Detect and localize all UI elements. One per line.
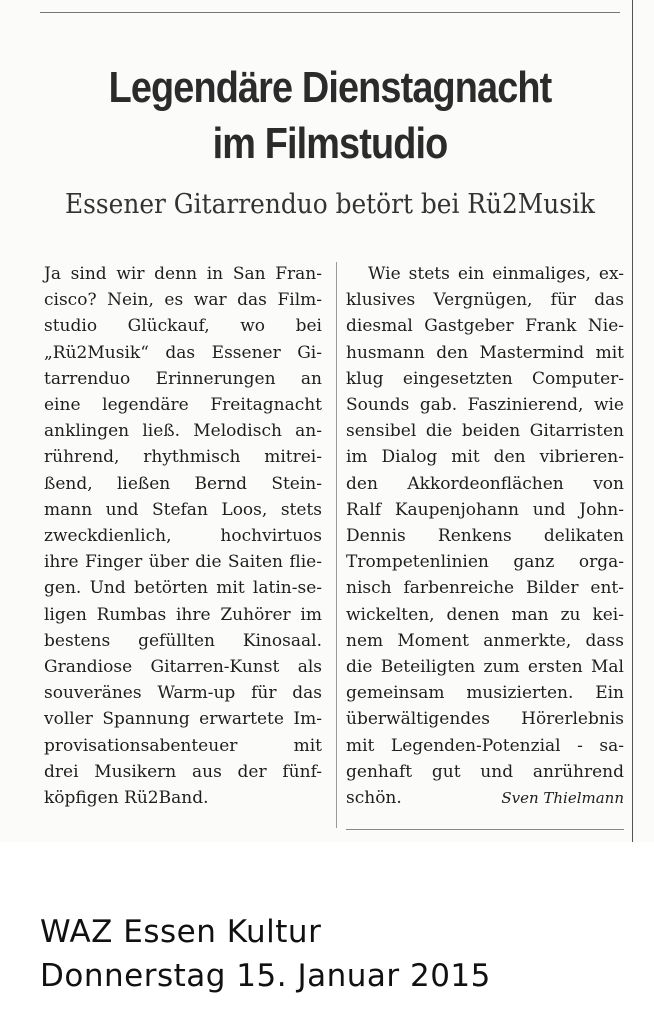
article-column-left (44, 261, 322, 811)
caption-date: Donnerstag 15. Januar 2015 (40, 958, 491, 994)
headline-line-2: im Filmstudio (212, 119, 448, 168)
text-line: den Akkordeonflächen von (346, 473, 624, 494)
text-line: überwältigendes Hörerlebnis (346, 709, 624, 730)
text-line: gemeinsam musizierten. Ein (346, 683, 624, 704)
text-line: drei Musikern aus der fünf- (44, 761, 322, 782)
source-caption (40, 910, 491, 998)
caption-source: WAZ Essen Kultur (40, 914, 322, 950)
text-line: klusives Vergnügen, für das (346, 290, 624, 311)
text-line: sensibel die beiden Gitarristen (346, 421, 624, 442)
text-line: „Rü2Musik“ das Essener Gi- (44, 342, 322, 363)
article-column-right (346, 261, 624, 811)
text-line: Grandiose Gitarren-Kunst als (44, 657, 322, 678)
author-byline: Sven Thielmann (501, 789, 624, 808)
text-line: diesmal Gastgeber Frank Nie- (346, 316, 624, 337)
text-line: Ralf Kaupenjohann und John- (346, 499, 624, 520)
text-line: genhaft gut und anrührend (346, 761, 624, 782)
text-line: mit Legenden-Potenzial - sa- (346, 735, 624, 756)
text-line: souveränes Warm-up für das (44, 683, 322, 704)
text-line: Sounds gab. Faszinierend, wie (346, 395, 624, 416)
text-line: eine legendäre Freitagnacht (44, 395, 322, 416)
text-line: husmann den Mastermind mit (346, 342, 624, 363)
column-divider (336, 262, 337, 828)
text-line: die Beteiligten zum ersten Mal (346, 657, 624, 678)
text-line: provisationsabenteuer mit (44, 735, 322, 756)
text-line: ihre Finger über die Saiten flie- (44, 552, 322, 573)
text-line: nem Moment anmerkte, dass (346, 630, 624, 651)
text-line: Wie stets ein einmaliges, ex- (368, 264, 624, 284)
closing-word: schön. (346, 788, 402, 809)
text-line: rührend, rhythmisch mitrei- (44, 447, 322, 468)
text-line: bestens gefüllten Kinosaal. (44, 630, 322, 651)
clipping-edge-rule (632, 0, 633, 842)
text-line: ßend, ließen Bernd Stein- (44, 473, 322, 494)
text-line: anklingen ließ. Melodisch an- (44, 421, 322, 442)
text-line: ligen Rumbas ihre Zuhörer im (44, 604, 322, 625)
text-line: klug eingesetzten Computer- (346, 368, 624, 389)
text-line: tarrenduo Erinnerungen an (44, 368, 322, 389)
text-line: köpfigen Rü2Band. (44, 788, 209, 809)
text-line: nisch farbenreiche Bilder ent- (346, 578, 624, 599)
text-line: studio Glückauf, wo bei (44, 316, 322, 337)
top-rule (40, 12, 620, 13)
text-line: Ja sind wir denn in San Fran- (44, 264, 322, 284)
text-line: Dennis Renkens delikaten (346, 526, 624, 547)
text-line: cisco? Nein, es war das Film- (44, 290, 322, 311)
text-line: Trompetenlinien ganz orga- (346, 552, 624, 573)
headline (72, 60, 588, 172)
text-line: wickelten, denen man zu kei- (346, 604, 624, 625)
bottom-rule (346, 829, 624, 830)
text-line: voller Spannung erwartete Im- (44, 709, 322, 730)
text-line: mann und Stefan Loos, stets (44, 499, 322, 520)
closing-line (346, 785, 624, 811)
text-line: zweckdienlich, hochvirtuos (44, 526, 322, 547)
text-line: im Dialog mit den vibrieren- (346, 447, 624, 468)
subheadline: Essener Gitarrenduo betört bei Rü2Musik (64, 189, 595, 220)
text-line: gen. Und betörten mit latin-se- (44, 578, 322, 599)
headline-line-1: Legendäre Dienstagnacht (108, 63, 552, 112)
